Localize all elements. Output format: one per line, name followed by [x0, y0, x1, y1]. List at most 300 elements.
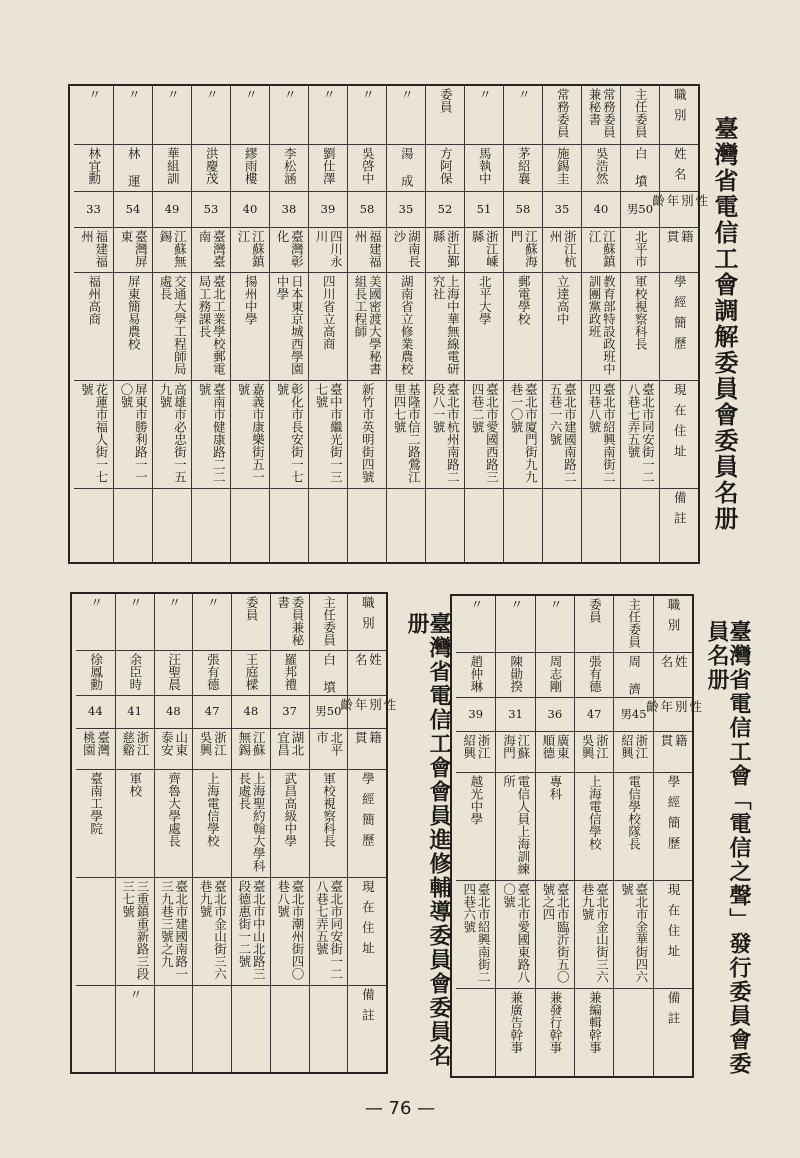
cell-note: [621, 489, 659, 558]
bottom_left-header-cell: [348, 878, 386, 986]
value-native: 浙江紹興: [461, 733, 492, 759]
bottom_right-header-column: [644, 596, 703, 1076]
header-label: 籍貫: [665, 229, 695, 251]
value-role: 〃: [548, 598, 564, 611]
value-name: 張有德: [587, 655, 603, 693]
value-name: 李松涵: [282, 147, 298, 185]
value-history: 武昌高級中學: [282, 772, 298, 848]
cell-history: [426, 273, 464, 381]
top-row: [308, 86, 347, 562]
value-history: 日本東京城西學園中學: [275, 274, 305, 375]
value-role: 〃: [282, 88, 298, 101]
cell-role: [582, 86, 620, 145]
cell-note: [231, 489, 269, 558]
cell-native: [116, 729, 154, 770]
cell-age: [387, 192, 425, 227]
bottom_right-header-cell: [654, 732, 692, 773]
value-role: 〃: [477, 88, 493, 101]
value-name: 洪慶茂: [204, 147, 220, 185]
cell-name: [193, 651, 231, 696]
bottom_right-row: [613, 596, 652, 1076]
cell-history: [232, 770, 270, 878]
cell-role: [309, 86, 347, 145]
cell-native: [504, 228, 542, 273]
cell-history: [114, 273, 152, 381]
value-role: 〃: [243, 88, 259, 101]
top-row: [542, 86, 581, 562]
cell-note: [116, 986, 154, 1068]
value-history: 美國密渡大學秘書組長工程師: [353, 274, 383, 375]
value-native: 江蘇海門: [509, 229, 539, 268]
value-age: 53: [203, 201, 219, 216]
cell-native: [575, 732, 613, 773]
value-role: 〃: [321, 88, 337, 101]
value-age: 38: [281, 201, 297, 216]
header-label: 職別: [360, 596, 376, 637]
cell-native: [614, 732, 652, 773]
cell-age: [192, 192, 230, 227]
cell-native: [153, 228, 191, 273]
value-native: 湖北宜昌: [275, 731, 305, 757]
value-role: 委員兼秘書: [275, 596, 305, 646]
value-history: 臺北工業學校郵電局工務課長: [197, 274, 227, 375]
value-address: 臺北市金山街三六巷九號: [198, 879, 228, 980]
value-native: 江蘇海門: [501, 733, 531, 759]
cell-role: [76, 594, 115, 651]
value-role: 常務委員兼秘書: [587, 88, 617, 138]
top-row: [503, 86, 542, 562]
value-age: 35: [554, 201, 570, 216]
value-role: 〃: [127, 596, 143, 609]
value-address: 臺北市金華街四六號: [619, 883, 649, 984]
cell-role: [465, 86, 503, 145]
value-age: 39: [468, 706, 484, 721]
cell-name: [543, 145, 581, 192]
bottom_right-row: [574, 596, 613, 1076]
top-table: [68, 84, 709, 564]
cell-role: [426, 86, 464, 145]
value-history: 上海聖約翰大學科長處長: [236, 772, 267, 873]
top-row: [152, 86, 191, 562]
cell-age: [348, 192, 386, 227]
cell-name: [309, 145, 347, 192]
cell-role: [536, 596, 574, 653]
header-label: 姓名: [672, 147, 688, 188]
cell-name: [270, 145, 308, 192]
cell-address: [309, 381, 347, 489]
value-age: 47: [586, 706, 602, 721]
value-role: 〃: [205, 596, 221, 609]
value-role: 委員: [587, 598, 603, 623]
cell-address: [496, 881, 534, 989]
value-age: 男50: [315, 704, 342, 719]
cell-note: [309, 489, 347, 558]
bottom_right-header-cell: [654, 881, 692, 989]
value-name: 徐鳳勳: [88, 652, 104, 691]
value-native: 江蘇無錫: [158, 229, 188, 268]
value-name: 繆雨樓: [243, 147, 259, 185]
cell-age: [155, 696, 193, 729]
header-label: 學經簡歷: [666, 775, 682, 857]
value-address: 彰化市長安街一七號: [275, 382, 305, 483]
value-native: 山東泰安: [159, 731, 189, 757]
value-role: 〃: [165, 88, 181, 101]
value-native: 北平市: [633, 229, 649, 268]
cell-note: [310, 986, 348, 1068]
cell-note: [614, 989, 652, 1072]
value-name: 施錫圭: [555, 147, 571, 185]
cell-name: [116, 651, 154, 696]
cell-native: [114, 228, 152, 273]
value-address: 臺北市同安街一二八巷七弄五號: [314, 879, 344, 980]
value-role: 〃: [360, 88, 376, 101]
cell-role: [192, 86, 230, 145]
page-number: — 76 —: [364, 1098, 436, 1119]
cell-address: [387, 381, 425, 489]
value-name: 華組訓: [165, 147, 181, 185]
cell-role: [271, 594, 309, 651]
cell-address: [193, 878, 231, 986]
value-address: 臺中市繼光街一三七號: [314, 382, 344, 483]
bottom_left-row: [231, 594, 270, 1072]
value-native: 四川永川: [314, 229, 344, 268]
cell-note: [543, 489, 581, 558]
value-role: 〃: [166, 596, 182, 609]
bottom_right-row: [456, 596, 495, 1076]
cell-native: [192, 228, 230, 273]
cell-name: [271, 651, 309, 696]
value-name: 林宜勳: [86, 147, 102, 185]
cell-address: [621, 381, 659, 489]
cell-role: [496, 596, 534, 653]
value-address: 臺北市杭州南路二段八一號: [431, 382, 461, 483]
cell-age: [543, 192, 581, 227]
cell-note: [426, 489, 464, 558]
cell-address: [543, 381, 581, 489]
cell-history: [387, 273, 425, 381]
value-native: 江蘇無錫: [236, 731, 267, 757]
cell-native: [76, 729, 115, 770]
value-name: 湯 成: [399, 147, 415, 187]
cell-age: [116, 696, 154, 729]
bottom_left-row: [192, 594, 231, 1072]
cell-age: [232, 696, 270, 729]
value-role: 〃: [126, 88, 142, 101]
cell-address: [153, 381, 191, 489]
cell-address: [348, 381, 386, 489]
cell-name: [621, 145, 659, 192]
value-name: 汪聖晨: [166, 652, 182, 691]
bottom_right-header-cell: [654, 989, 692, 1072]
cell-role: [232, 594, 270, 651]
value-age: 44: [88, 704, 103, 719]
cell-age: [270, 192, 308, 227]
value-history: 四川省立高商: [321, 274, 337, 350]
bottom_left-header-column: [338, 594, 397, 1072]
cell-native: [309, 228, 347, 273]
cell-name: [465, 145, 503, 192]
value-name: 馬執中: [477, 147, 493, 185]
value-address: 基隆市信二路鶯江里四七號: [392, 382, 422, 483]
value-native: 北平市: [314, 731, 344, 757]
value-age: 48: [166, 704, 181, 719]
cell-history: [76, 770, 115, 878]
cell-native: [232, 729, 270, 770]
value-native: 湖南長沙: [392, 229, 422, 268]
value-age: 36: [547, 706, 563, 721]
cell-history: [309, 273, 347, 381]
bottom-left-table: [70, 592, 397, 1074]
value-name: 白 墳: [633, 147, 649, 187]
cell-note: [575, 989, 613, 1072]
bottom_right-header-cell: [654, 653, 692, 698]
value-age: 52: [437, 201, 453, 216]
value-age: 男45: [620, 706, 647, 721]
header-label: 性別年齡: [644, 700, 703, 721]
cell-history: [504, 273, 542, 381]
value-address: 臺北市建國南路一三九巷三號之九: [159, 879, 189, 980]
cell-address: [116, 878, 154, 986]
header-label: 現在住址: [666, 883, 682, 966]
header-label: 職別: [666, 598, 682, 639]
cell-role: [504, 86, 542, 145]
cell-address: [271, 878, 309, 986]
top-header-cell: [660, 273, 698, 381]
value-history: 教育部特設政班中訓團黨政班: [587, 274, 617, 375]
cell-note: [193, 986, 231, 1068]
value-role: 〃: [508, 598, 524, 611]
value-native: 江蘇鎮江: [587, 229, 617, 268]
cell-name: [155, 651, 193, 696]
value-age: 39: [320, 201, 336, 216]
cell-address: [192, 381, 230, 489]
value-age: 58: [515, 201, 531, 216]
cell-address: [310, 878, 348, 986]
cell-history: [271, 770, 309, 878]
cell-role: [614, 596, 652, 653]
cell-age: [575, 698, 613, 731]
cell-name: [153, 145, 191, 192]
cell-history: [621, 273, 659, 381]
top-row: [581, 86, 620, 562]
bottom-left-title: 臺灣省電信工會會員進修輔導委員會委員名册: [404, 612, 452, 1068]
bottom_left-row: [76, 594, 115, 1072]
value-note: 兼發行幹事: [548, 991, 564, 1054]
value-name: 吳啓中: [360, 147, 376, 185]
cell-name: [426, 145, 464, 192]
cell-role: [193, 594, 231, 651]
top-row: [425, 86, 464, 562]
value-role: 〃: [88, 596, 104, 609]
cell-address: [465, 381, 503, 489]
value-history: 揚州中學: [243, 274, 259, 325]
value-native: 福建福州: [79, 229, 109, 268]
cell-history: [456, 773, 495, 881]
value-address: 臺北市紹興南街二四巷八號: [587, 382, 617, 483]
cell-native: [271, 729, 309, 770]
cell-note: [465, 489, 503, 558]
cell-address: [270, 381, 308, 489]
cell-name: [310, 651, 348, 696]
value-name: 茅紹襄: [516, 147, 532, 185]
cell-role: [270, 86, 308, 145]
cell-age: [309, 192, 347, 227]
cell-history: [543, 273, 581, 381]
value-age: 31: [508, 706, 523, 721]
cell-age: [426, 192, 464, 227]
bottom_left-row: [115, 594, 154, 1072]
cell-native: [496, 732, 534, 773]
value-name: 周志剛: [548, 655, 564, 693]
value-name: 白 墳: [321, 652, 337, 693]
value-name: 羅邦禮: [282, 652, 298, 691]
top-row: [620, 86, 659, 562]
top-header-cell: [660, 228, 698, 273]
cell-note: [348, 489, 386, 558]
cell-role: [155, 594, 193, 651]
value-history: 電信學校隊長: [626, 775, 642, 850]
cell-address: [232, 878, 270, 986]
header-label: 備註: [360, 987, 376, 1029]
value-age: 40: [242, 201, 258, 216]
cell-note: [271, 986, 309, 1068]
value-role: 委員: [244, 596, 260, 621]
value-history: 齊魯大學處長: [166, 772, 182, 848]
value-address: 臺北市潮州街四〇巷八號: [275, 879, 305, 980]
value-address: 臺北市臨沂街五〇號之四: [540, 883, 571, 984]
cell-note: [232, 986, 270, 1068]
top-row: [74, 86, 113, 562]
cell-name: [536, 653, 574, 698]
header-label: 現在住址: [672, 382, 688, 465]
cell-age: [231, 192, 269, 227]
value-address: 三重鎮重新路三段三七號: [120, 879, 150, 980]
value-age: 35: [398, 201, 414, 216]
top-row: [230, 86, 269, 562]
cell-native: [310, 729, 348, 770]
cell-age: [465, 192, 503, 227]
value-address: 臺北市金山街三六巷九號: [580, 883, 610, 984]
value-native: 臺灣屏東: [119, 229, 149, 268]
cell-history: [192, 273, 230, 381]
cell-history: [270, 273, 308, 381]
cell-note: [536, 989, 574, 1072]
cell-history: [582, 273, 620, 381]
value-name: 林 運: [126, 147, 142, 187]
cell-address: [114, 381, 152, 489]
bottom-right-table: [450, 594, 703, 1078]
value-native: 臺灣桃園: [81, 731, 111, 757]
cell-native: [348, 228, 386, 273]
value-history: 電信人員上海訓練所: [501, 775, 531, 875]
cell-native: [270, 228, 308, 273]
cell-name: [76, 651, 115, 696]
cell-native: [456, 732, 495, 773]
cell-note: [192, 489, 230, 558]
value-native: 浙江鄞縣: [431, 229, 461, 268]
cell-native: [536, 732, 574, 773]
value-history: 臺南工學院: [88, 772, 104, 835]
value-name: 方阿保: [438, 147, 454, 185]
top-row: [464, 86, 503, 562]
bottom_right-header-cell: [654, 596, 692, 653]
value-name: 趙仲琳: [468, 655, 484, 693]
cell-role: [456, 596, 495, 653]
cell-role: [621, 86, 659, 145]
value-native: 福建福州: [353, 229, 383, 268]
cell-native: [621, 228, 659, 273]
cell-note: [155, 986, 193, 1068]
cell-history: [116, 770, 154, 878]
bottom_left-row: [154, 594, 193, 1072]
value-role: 主任委員: [626, 598, 642, 648]
cell-name: [496, 653, 534, 698]
cell-history: [465, 273, 503, 381]
cell-note: [496, 989, 534, 1072]
cell-role: [116, 594, 154, 651]
cell-name: [504, 145, 542, 192]
cell-note: [387, 489, 425, 558]
cell-age: [582, 192, 620, 227]
top-row: [191, 86, 230, 562]
cell-history: [155, 770, 193, 878]
cell-role: [543, 86, 581, 145]
cell-note: [114, 489, 152, 558]
cell-note: [504, 489, 542, 558]
bottom_left-header-cell: [348, 651, 386, 696]
cell-age: [193, 696, 231, 729]
cell-role: [74, 86, 113, 145]
cell-history: [536, 773, 574, 881]
cell-address: [456, 881, 495, 989]
value-history: 北平大學: [477, 274, 493, 325]
cell-role: [348, 86, 386, 145]
value-role: 〃: [516, 88, 532, 101]
value-name: 王庭樑: [244, 652, 260, 691]
header-label: 現在住址: [360, 879, 376, 962]
top-header-cell: [660, 489, 698, 558]
value-name: 周 濟: [626, 655, 642, 696]
cell-address: [155, 878, 193, 986]
header-label: 備註: [672, 491, 688, 533]
value-native: 浙江嵊縣: [470, 229, 500, 268]
value-history: 屏東簡易農校: [126, 274, 142, 350]
cell-address: [426, 381, 464, 489]
cell-history: [496, 773, 534, 881]
value-age: 48: [243, 704, 259, 719]
cell-native: [426, 228, 464, 273]
value-address: 臺北市愛國東路八〇號: [501, 883, 531, 984]
header-label: 學經簡歷: [360, 772, 376, 855]
cell-name: [387, 145, 425, 192]
value-role: 〃: [399, 88, 415, 101]
cell-name: [232, 651, 270, 696]
cell-age: [153, 192, 191, 227]
top-header-cell: [660, 381, 698, 489]
top-header-cell: [660, 145, 698, 192]
cell-history: [193, 770, 231, 878]
cell-age: [74, 192, 113, 227]
value-history: 軍校視察科長: [633, 274, 649, 350]
cell-history: [231, 273, 269, 381]
cell-name: [582, 145, 620, 192]
value-history: 越光中學: [468, 775, 484, 825]
value-role: 主任委員: [633, 88, 649, 138]
value-age: 41: [127, 704, 142, 719]
cell-address: [536, 881, 574, 989]
cell-native: [387, 228, 425, 273]
cell-note: [456, 989, 495, 1072]
